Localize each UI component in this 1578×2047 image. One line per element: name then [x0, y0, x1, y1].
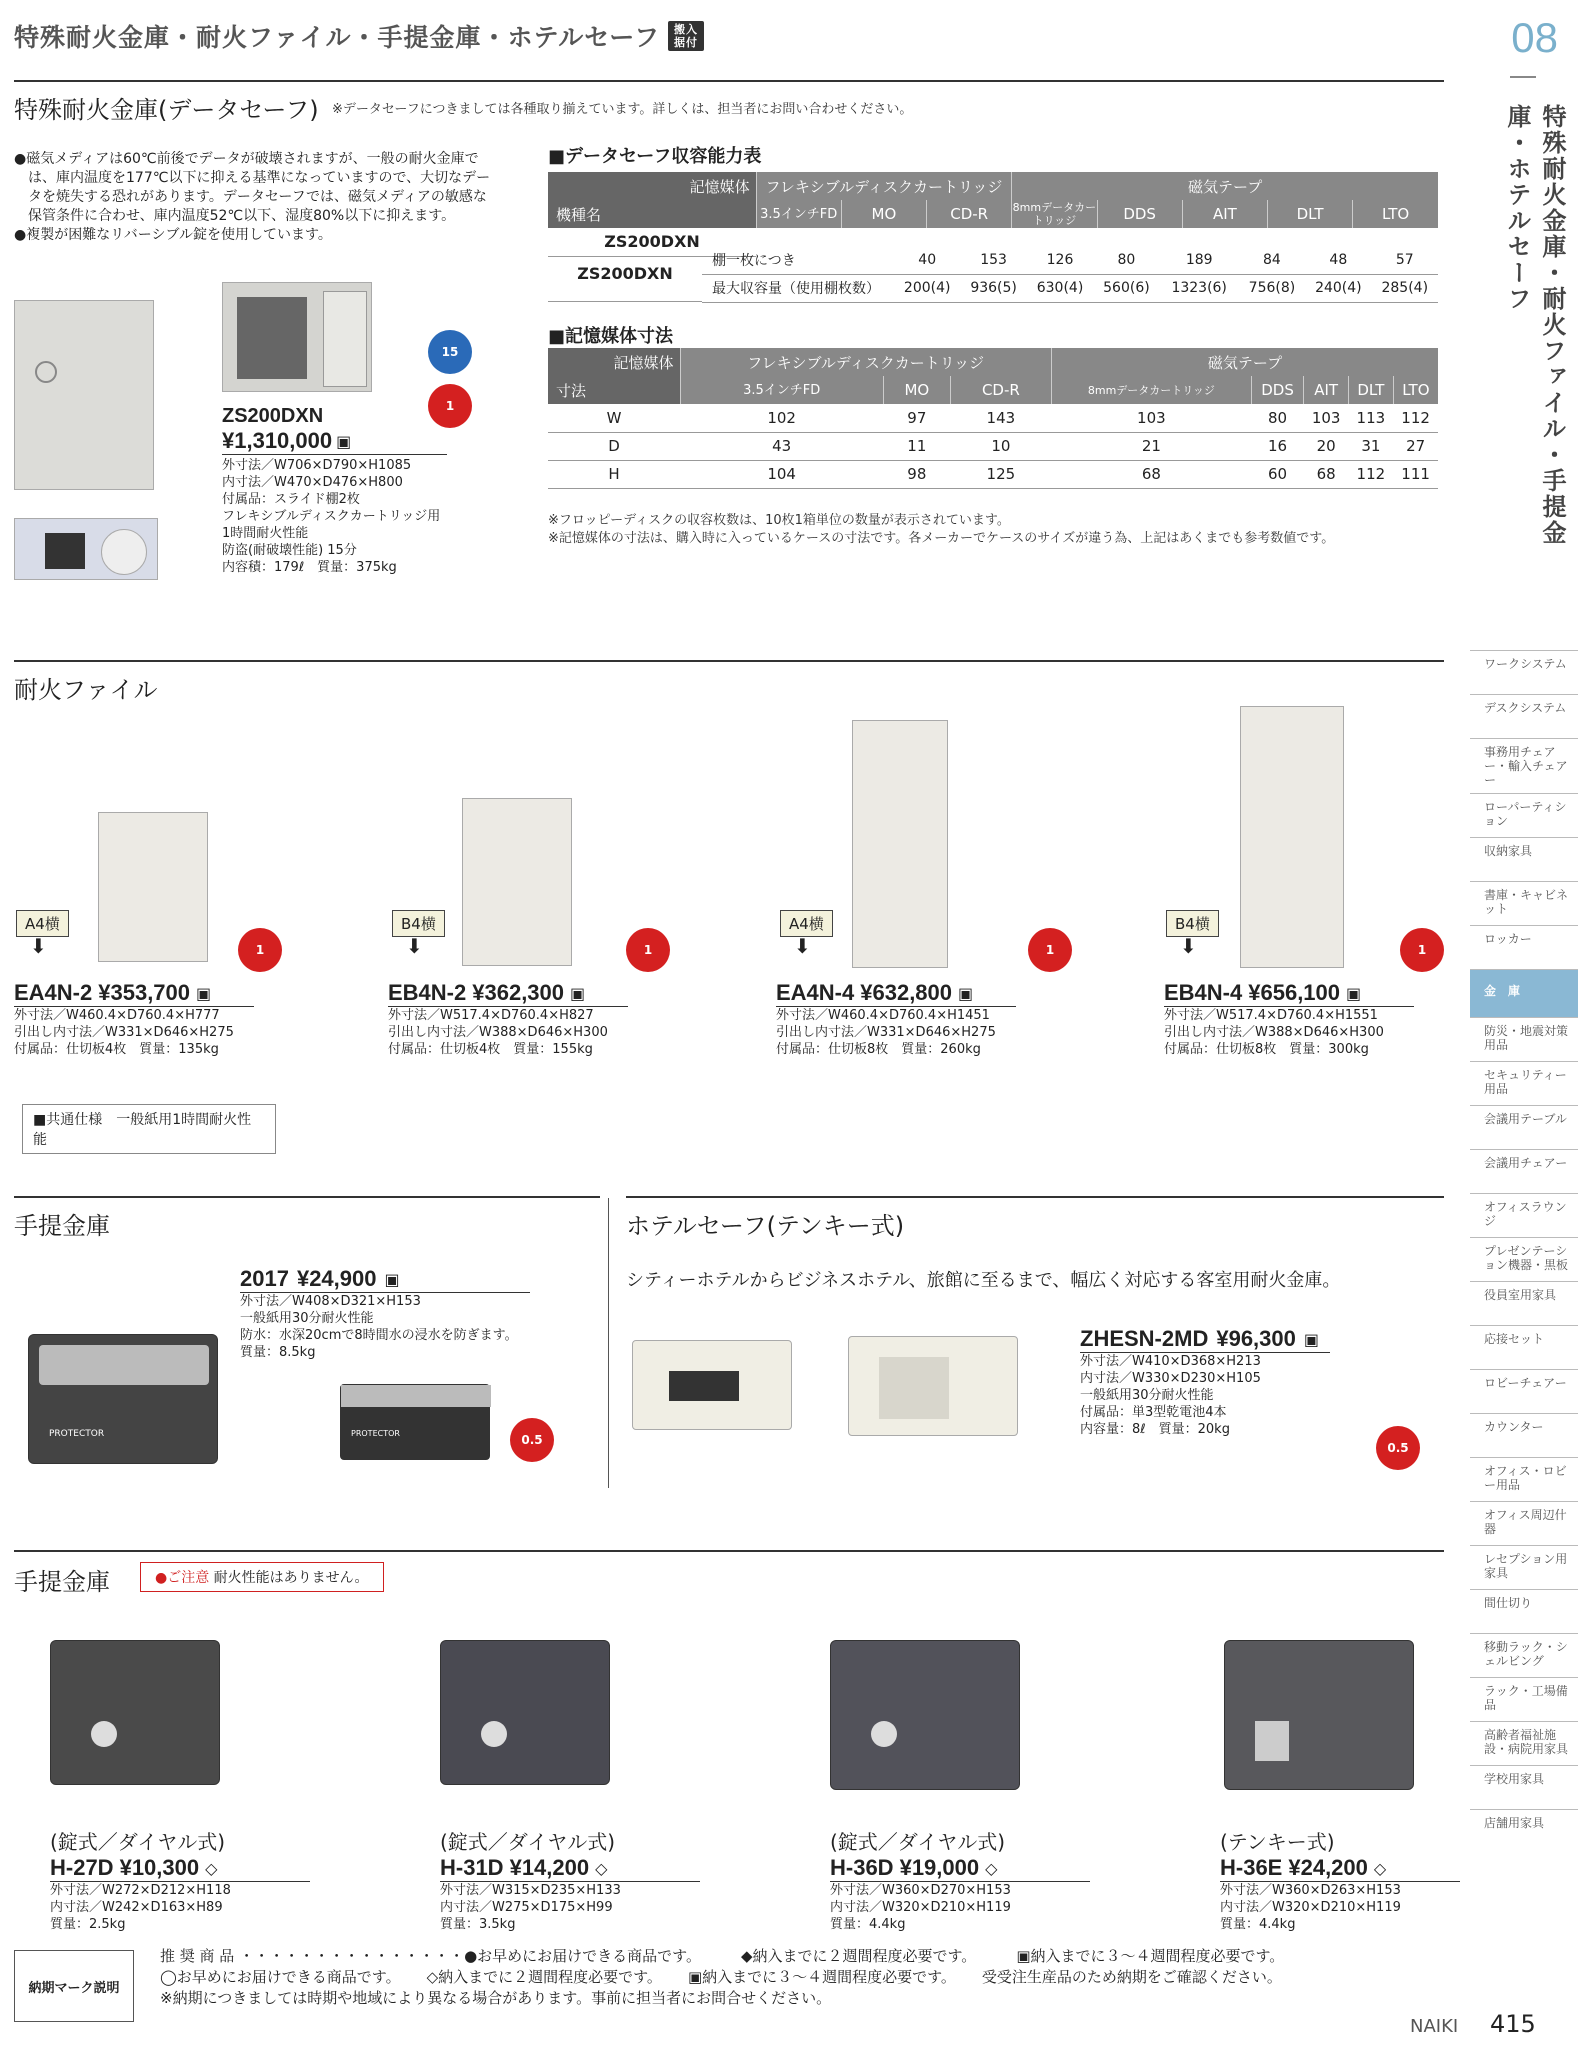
table-notes [548, 512, 1334, 548]
delivery-mark: ▣ [570, 983, 586, 1003]
spec-line: 内寸法／W275×D175×H99 [440, 1900, 613, 1915]
table-cell: 31 [1349, 432, 1394, 460]
model-name: ZHESN-2MD [1080, 1326, 1209, 1351]
table-cell: 143 [950, 404, 1051, 432]
group-header: フレキシブルディスクカートリッジ [680, 348, 1051, 376]
spec-line: 内寸法／W242×D163×H89 [50, 1900, 223, 1915]
fire-30min-icon: 0.5 [510, 1418, 554, 1462]
sidebar-item[interactable]: セキュリティー用品 [1470, 1061, 1578, 1105]
dim-label: 寸法 [548, 376, 680, 404]
product-eb4n-2 [388, 980, 628, 1058]
size-tag: A4横 [16, 910, 69, 937]
table-cell: 68 [1304, 460, 1349, 488]
capacity-table [548, 172, 1438, 257]
table-cell: 104 [680, 460, 883, 488]
spec-line: 外寸法／W360×D270×H153 [830, 1883, 1011, 1898]
spec-line: 外寸法／W408×D321×H153 [240, 1294, 421, 1309]
safe-interior [879, 1357, 949, 1419]
table-cell: 285(4) [1372, 274, 1438, 302]
section-number: 08 [1511, 14, 1558, 61]
feature-line: ●複製が困難なリバーシブル錠を使用しています。 [14, 227, 332, 243]
model-name: EB4N-4 [1164, 980, 1243, 1005]
sidebar-item[interactable]: 応接セット [1470, 1325, 1578, 1369]
sidebar-item[interactable]: オフィス・ロビー用品 [1470, 1457, 1578, 1501]
lock-type: (錠式／ダイヤル式) [440, 1830, 616, 1854]
lock-type: (テンキー式) [1220, 1830, 1335, 1854]
sidebar-item[interactable]: オフィスラウンジ [1470, 1193, 1578, 1237]
spec-line: 外寸法／W460.4×D760.4×H777 [14, 1008, 220, 1023]
model-name: ZS200DXN [222, 405, 324, 427]
spec-line: 質量：4.4kg [830, 1917, 906, 1932]
column-header: AIT [1304, 376, 1349, 404]
sidebar-item[interactable]: 書庫・キャビネット [1470, 881, 1578, 925]
handle-icon [35, 361, 57, 383]
column-header: CD-R [927, 200, 1012, 228]
file-cabinet-image [852, 720, 948, 968]
table-cell: 60 [1251, 460, 1304, 488]
size-tag: B4横 [1166, 910, 1219, 937]
delivery-mark: ▣ [1303, 1329, 1319, 1349]
spec-line: 外寸法／W272×D212×H118 [50, 1883, 231, 1898]
table-cell: 113 [1349, 404, 1394, 432]
spec-line: 外寸法／W460.4×D760.4×H1451 [776, 1008, 990, 1023]
spec-line: 付属品：仕切板8枚 質量：300kg [1164, 1042, 1369, 1057]
model-name: H-36D [830, 1855, 894, 1880]
fire-icon: 1 [626, 928, 670, 972]
table-cell: 200(4) [894, 274, 960, 302]
spec-line: 質量：8.5kg [240, 1345, 316, 1360]
fire-icon: 1 [238, 928, 282, 972]
portable-safe-image [1224, 1640, 1414, 1790]
sidebar-item[interactable]: 高齢者福祉施設・病院用家具 [1470, 1721, 1578, 1765]
file-cabinet-image [98, 812, 208, 962]
section-note: ※データセーフにつきましては各種取り揃えています。詳しくは、担当者にお問い合わせください。 [332, 102, 913, 117]
product-h-31d [440, 1826, 700, 1933]
hotel-safe-desc: シティーホテルからビジネスホテル、旅館に至るまで、幅広く対応する客室用耐火金庫。 [626, 1270, 1341, 1291]
model-name: H-31D [440, 1855, 504, 1880]
legend-note: ※納期につきましては時期や地域により異なる場合があります。事前に担当者にお問合せください。 [160, 1989, 832, 2007]
product-h-36d [830, 1826, 1090, 1933]
table-cell: 20 [1304, 432, 1349, 460]
common-spec: ■共通仕様 一般紙用1時間耐火性能 [22, 1104, 276, 1154]
sidebar-item[interactable]: プレゼンテーション機器・黒板 [1470, 1237, 1578, 1281]
spec-line: 外寸法／W360×D263×H153 [1220, 1883, 1401, 1898]
table-cell: 57 [1372, 246, 1438, 274]
product-2017 [240, 1266, 530, 1361]
column-header: 3.5インチFD [756, 200, 841, 228]
sidebar-item[interactable]: カウンター [1470, 1413, 1578, 1457]
divider [14, 1196, 600, 1198]
table-cell: 11 [883, 432, 950, 460]
table-title: ■記憶媒体寸法 [548, 326, 674, 347]
fire-icon: 1 [1400, 928, 1444, 972]
table-cell: 126 [1027, 246, 1093, 274]
table-cell: 40 [894, 246, 960, 274]
table-cell: 84 [1239, 246, 1305, 274]
model-name: H-36E [1220, 1855, 1283, 1880]
section-title: 耐火ファイル [14, 676, 158, 704]
table-cell: 112 [1393, 404, 1438, 432]
delivery-mark: ▣ [958, 983, 974, 1003]
column-header: MO [841, 200, 926, 228]
delivery-legend [160, 1946, 1460, 2009]
divider [14, 660, 1444, 662]
delivery-mark: ▣ [336, 431, 352, 451]
table-cell: 111 [1393, 460, 1438, 488]
delivery-mark: ◇ [595, 1858, 608, 1878]
model-name: EA4N-2 [14, 980, 93, 1005]
column-header: CD-R [950, 376, 1051, 404]
table-cell: 80 [1251, 404, 1304, 432]
safe-image [14, 300, 154, 490]
security-15-icon: 15 [428, 330, 472, 374]
header-title: 特殊耐火金庫・耐火ファイル・手提金庫・ホテルセーフ [14, 23, 661, 52]
section-title: 特殊耐火金庫(データセーフ) [14, 96, 319, 124]
file-cabinet-image [462, 798, 572, 966]
spec-line: 付属品：スライド棚2枚 [222, 492, 360, 507]
feature-line: 保管条件に合わせ、庫内温度52℃以下、湿度80%以下に抑えます。 [14, 208, 456, 224]
column-header: 3.5インチFD [680, 376, 883, 404]
spec-line: 引出し内寸法／W331×D646×H275 [14, 1025, 234, 1040]
portable-safe-image [830, 1640, 1020, 1790]
table-cell: 97 [883, 404, 950, 432]
table-cell: 560(6) [1093, 274, 1159, 302]
price: ¥14,200 [509, 1855, 590, 1880]
page-header [14, 18, 704, 54]
media-image [14, 518, 158, 580]
legend-item: 受受注生産品のため納期をご確認ください。 [981, 1968, 1282, 1986]
divider [14, 1550, 1444, 1552]
delivery-mark: ◇ [205, 1858, 218, 1878]
column-header: DLT [1349, 376, 1394, 404]
feature-list [14, 150, 534, 245]
price: ¥24,900 [296, 1266, 377, 1291]
table-cell: 98 [883, 460, 950, 488]
legend-item: ◇納入までに２週間程度必要です。 [426, 1968, 662, 1986]
feature-line: は、庫内温度を177℃以下に抑える基準になっていますので、大切なデー [14, 170, 491, 186]
arrow-down-icon: ⬇ [1180, 934, 1197, 958]
table-cell: 68 [1051, 460, 1251, 488]
warning-mark: ●ご注意 [155, 1570, 210, 1586]
spec-line: 引出し内寸法／W388×D646×H300 [388, 1025, 608, 1040]
dial-icon [481, 1721, 507, 1747]
column-header: LTO [1353, 200, 1438, 228]
safe-lid [39, 1345, 209, 1385]
table-cell: 240(4) [1305, 274, 1371, 302]
lock-type: (錠式／ダイヤル式) [830, 1830, 1006, 1854]
spec-line: 外寸法／W706×D790×H1085 [222, 458, 412, 473]
divider [1510, 76, 1536, 78]
table-cell: 43 [680, 432, 883, 460]
media-label: 記憶媒体 [548, 172, 756, 200]
product-ea4n-4 [776, 980, 1016, 1058]
spec-line: 質量：2.5kg [50, 1917, 126, 1932]
sidebar-item[interactable]: ロッカー [1470, 925, 1578, 969]
sidebar-item[interactable]: レセプション用家具 [1470, 1545, 1578, 1589]
sidebar-item[interactable]: ローパーティション [1470, 793, 1578, 837]
fire-icon: 1 [1028, 928, 1072, 972]
legend-item: ▣納入までに３～４週間程度必要です。 [1016, 1947, 1285, 1965]
divider [626, 1196, 1444, 1198]
sidebar-item[interactable]: デスクシステム [1470, 694, 1578, 738]
floppy-icon [45, 533, 85, 569]
arrow-down-icon: ⬇ [406, 934, 423, 958]
sidebar-item[interactable]: 金 庫 [1470, 969, 1578, 1017]
file-cabinet-image [1240, 706, 1344, 968]
spec-list [222, 457, 447, 576]
fire-1hour-icon: 1 [428, 384, 472, 428]
sidebar-item[interactable]: 会議用チェアー [1470, 1149, 1578, 1193]
spec-line: 外寸法／W517.4×D760.4×H827 [388, 1008, 594, 1023]
table-cell: 112 [1349, 460, 1394, 488]
divider [14, 80, 1444, 82]
table-cell: 103 [1051, 404, 1251, 432]
table-cell: 80 [1093, 246, 1159, 274]
delivery-mark: ◇ [1373, 1858, 1387, 1878]
row-label: H [548, 460, 680, 488]
product-ea4n-2 [14, 980, 254, 1058]
table-cell: 125 [950, 460, 1051, 488]
group-header: フレキシブルディスクカートリッジ [756, 172, 1012, 200]
spec-line: 外寸法／W517.4×D760.4×H1551 [1164, 1008, 1378, 1023]
model-name: EA4N-4 [776, 980, 855, 1005]
spec-line: 内寸法／W470×D476×H800 [222, 475, 403, 490]
feature-line: ●磁気メディアは60℃前後でデータが破壊されますが、一般の耐火金庫で [14, 151, 479, 167]
spec-line: 付属品：仕切板4枚 質量：135kg [14, 1042, 219, 1057]
spec-line: 内寸法／W320×D210×H119 [1220, 1900, 1401, 1915]
delivery-badge: 搬入据付 [668, 21, 704, 51]
size-tag: A4横 [780, 910, 833, 937]
category-sidebar [1470, 650, 1578, 1853]
column-header: MO [883, 376, 950, 404]
price: ¥656,100 [1248, 980, 1341, 1005]
spec-line: 質量：4.4kg [1220, 1917, 1296, 1932]
dial-icon [871, 1721, 897, 1747]
table-cell: 103 [1304, 404, 1349, 432]
product-eb4n-4 [1164, 980, 1414, 1058]
product-h-27d [50, 1826, 310, 1933]
price: ¥96,300 [1216, 1326, 1296, 1351]
note-line: ※記憶媒体の寸法は、購入時に入っているケースの寸法です。各メーカーでケースのサイズが違う為、上記はあくまでも参考数値です。 [548, 531, 1335, 546]
column-header: 8mmデータカートリッジ [1051, 376, 1251, 404]
safe-open-image [222, 282, 372, 392]
delivery-mark: ▣ [196, 983, 212, 1003]
table-cell: 102 [680, 404, 883, 432]
group-header: 磁気テープ [1051, 348, 1438, 376]
table-cell: 16 [1251, 432, 1304, 460]
brand-label: PROTECTOR [351, 1429, 400, 1438]
warning-box [140, 1562, 384, 1592]
sidebar-item[interactable]: 事務用チェアー・輸入チェアー [1470, 738, 1578, 793]
sidebar-item[interactable]: 学校用家具 [1470, 1765, 1578, 1809]
sidebar-item[interactable]: ロビーチェアー [1470, 1369, 1578, 1413]
legend-item: ◯お早めにお届けできる商品です。 [160, 1968, 401, 1986]
spec-line: 付属品：仕切板8枚 質量：260kg [776, 1042, 981, 1057]
arrow-down-icon: ⬇ [30, 934, 47, 958]
spec-line: 一般紙用30分耐火性能 [1080, 1388, 1214, 1403]
row-label: D [548, 432, 680, 460]
spec-line: 内寸法／W320×D210×H119 [830, 1900, 1011, 1915]
sidebar-item[interactable]: 役員室用家具 [1470, 1281, 1578, 1325]
spec-line: 外寸法／W315×D235×H133 [440, 1883, 621, 1898]
warning-text: 耐火性能はありません。 [213, 1570, 369, 1586]
keypad-icon [669, 1371, 739, 1401]
capacity-rows [702, 246, 1438, 303]
safe-door [323, 291, 367, 387]
legend-item: ◆納入までに２週間程度必要です。 [740, 1947, 977, 1965]
spec-line: フレキシブルディスクカートリッジ用 [222, 509, 441, 524]
spec-line: 内寸法／W330×D230×H105 [1080, 1371, 1261, 1386]
sidebar-item[interactable]: ワークシステム [1470, 650, 1578, 694]
sidebar-item[interactable]: 移動ラック・シェルビング [1470, 1633, 1578, 1677]
spec-line: 外寸法／W410×D368×H213 [1080, 1354, 1261, 1369]
legend-item: ▣納入までに３～４週間程度必要です。 [687, 1968, 956, 1986]
lock-type: (錠式／ダイヤル式) [50, 1830, 226, 1854]
row-label: 棚一枚につき [702, 246, 894, 274]
price: ¥24,200 [1288, 1855, 1368, 1880]
divider [608, 1198, 609, 1488]
disc-icon [101, 529, 147, 575]
portable-safe-open-image [28, 1334, 218, 1464]
table-cell: 189 [1160, 246, 1239, 274]
row-label: W [548, 404, 680, 432]
sidebar-item[interactable]: 間仕切り [1470, 1589, 1578, 1633]
column-header: 8mmデータカートリッジ [1012, 201, 1097, 227]
spec-line: 付属品：単3型乾電池4本 [1080, 1405, 1227, 1420]
sidebar-item[interactable]: ラック・工場備品 [1470, 1677, 1578, 1721]
feature-line: タを焼失する恐れがあります。データセーフでは、磁気メディアの敏感な [14, 189, 487, 205]
portable-safe-image [50, 1640, 220, 1785]
spec-line: 防水：水深20cmで8時間水の浸水を防ぎます。 [240, 1328, 518, 1343]
table-cell: 936(5) [960, 274, 1026, 302]
table-cell: 10 [950, 432, 1051, 460]
spec-line: 引出し内寸法／W388×D646×H300 [1164, 1025, 1384, 1040]
table-cell: 21 [1051, 432, 1251, 460]
group-header: 磁気テープ [1012, 172, 1438, 200]
page-number: 415 [1490, 2010, 1536, 2038]
table-cell: 153 [960, 246, 1026, 274]
table-cell: 1323(6) [1160, 274, 1239, 302]
row-label: 最大収容量（使用棚枚数） [702, 274, 894, 302]
table-cell: 27 [1393, 432, 1438, 460]
spec-line: 内容量：8ℓ 質量：20kg [1080, 1422, 1230, 1437]
note-line: ※フロッピーディスクの収容枚数は、10枚1箱単位の数量が表示されています。 [548, 513, 1010, 528]
delivery-mark: ▣ [1346, 983, 1362, 1003]
section-title: 手提金庫 [14, 1568, 110, 1596]
fire-30min-icon: 0.5 [1376, 1426, 1420, 1470]
portable-safe-closed-image [340, 1384, 490, 1460]
model-name: 2017 [240, 1266, 289, 1291]
dial-icon [91, 1721, 117, 1747]
model-name: EB4N-2 [388, 980, 467, 1005]
legend-item: 推 奨 商 品 ・・・・・・・・・・・・・・・●お早めにお届けできる商品です。 [160, 1947, 701, 1965]
safe-interior [237, 297, 307, 379]
arrow-down-icon: ⬇ [794, 934, 811, 958]
spec-line: 一般紙用30分耐火性能 [240, 1311, 374, 1326]
hotel-safe-closed-image [632, 1340, 792, 1430]
size-tag: B4横 [392, 910, 445, 937]
model-name: H-27D [50, 1855, 114, 1880]
section-title: ホテルセーフ(テンキー式) [626, 1212, 905, 1240]
model-cell: ZS200DXN [548, 228, 756, 256]
column-header: DLT [1267, 200, 1352, 228]
section-title: 手提金庫 [14, 1212, 110, 1240]
spec-line: 防盗(耐破壊性能) 15分 [222, 543, 357, 558]
delivery-mark: ◇ [985, 1858, 998, 1878]
table-cell: 630(4) [1027, 274, 1093, 302]
price: ¥10,300 [119, 1855, 200, 1880]
model-label: 機種名 [548, 200, 756, 228]
table-cell: 756(8) [1239, 274, 1305, 302]
column-header: LTO [1393, 376, 1438, 404]
safe-lid [341, 1385, 491, 1407]
model-cell: ZS200DXN [548, 246, 702, 302]
column-header: AIT [1182, 200, 1267, 228]
sidebar-item[interactable]: オフィス周辺什器 [1470, 1501, 1578, 1545]
spec-line: 1時間耐火性能 [222, 526, 309, 541]
spec-line: 内容積：179ℓ 質量：375kg [222, 560, 397, 575]
portable-safe-image [440, 1640, 610, 1785]
spec-line: 付属品：仕切板4枚 質量：155kg [388, 1042, 593, 1057]
delivery-mark: ▣ [384, 1269, 400, 1289]
dimension-table [548, 348, 1438, 489]
sidebar-item[interactable]: 収納家具 [1470, 837, 1578, 881]
product-zhesn-2md [1080, 1326, 1330, 1438]
price: ¥353,700 [98, 980, 191, 1005]
sidebar-item[interactable]: 店舗用家具 [1470, 1809, 1578, 1853]
price: ¥1,310,000 [222, 428, 333, 453]
footer-label: 納期マーク説明 [14, 1950, 134, 2022]
hotel-safe-open-image [848, 1336, 1018, 1436]
keypad-icon [1255, 1721, 1289, 1761]
brand-label: PROTECTOR [49, 1429, 105, 1439]
media-label: 記憶媒体 [548, 348, 680, 376]
price: ¥362,300 [472, 980, 565, 1005]
price: ¥632,800 [860, 980, 953, 1005]
table-cell: 48 [1305, 246, 1371, 274]
vertical-title: 特殊耐火金庫・耐火ファイル・手提金庫・ホテルセーフ [1503, 104, 1566, 546]
spec-line: 引出し内寸法／W331×D646×H275 [776, 1025, 996, 1040]
brand-name: NAIKI [1410, 2016, 1459, 2037]
spec-line: 質量：3.5kg [440, 1917, 516, 1932]
sidebar-item[interactable]: 防災・地震対策用品 [1470, 1017, 1578, 1061]
column-header: DDS [1097, 200, 1182, 228]
price: ¥19,000 [899, 1855, 980, 1880]
sidebar-item[interactable]: 会議用テーブル [1470, 1105, 1578, 1149]
table-title: ■データセーフ収容能力表 [548, 146, 762, 167]
column-header: DDS [1251, 376, 1304, 404]
product-zs200dxn [222, 405, 447, 576]
product-h-36e [1220, 1826, 1460, 1933]
